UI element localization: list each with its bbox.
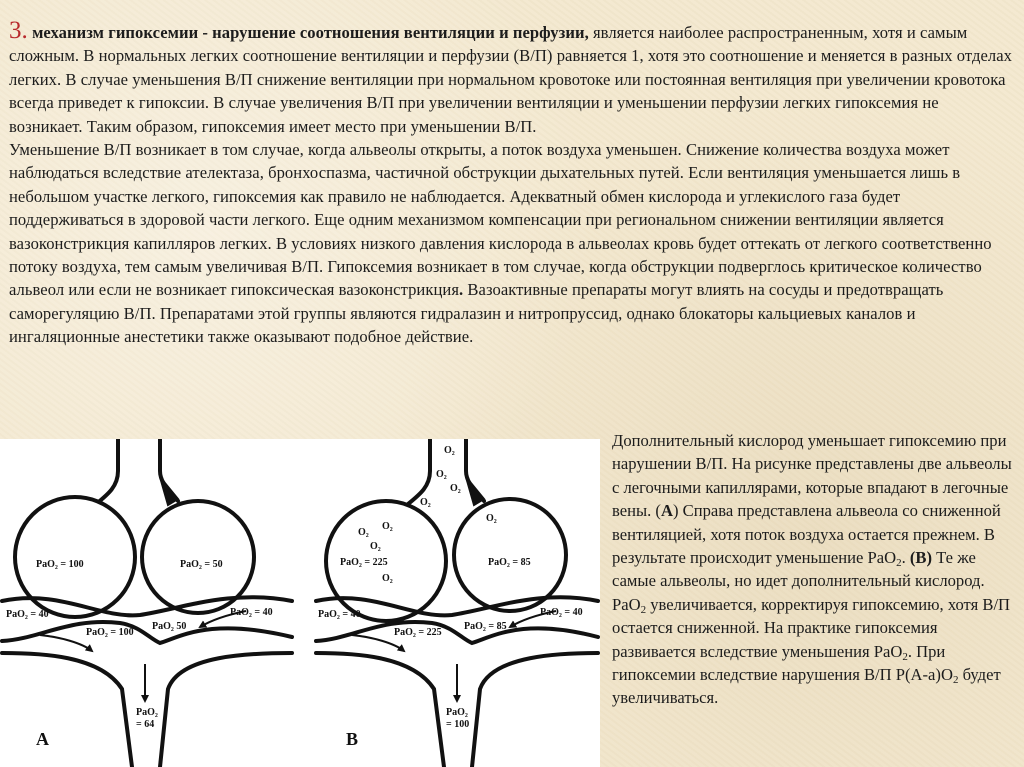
mechanism-heading: механизм гипоксемии - нарушение соотношения вентиляции и перфузии, (32, 23, 589, 42)
caption-panel-a-ref: А (660, 501, 673, 521)
b-left-alveolus-pao2: PaO₂ = 225 (340, 557, 388, 568)
item-number: 3. (9, 17, 28, 44)
panel-b-letter: B (346, 729, 359, 749)
a-inflow-right-pao2: PaO₂ = 40 (230, 607, 273, 618)
paragraph-vq-decrease (9, 138, 1013, 349)
o2-marker: O₂ (370, 541, 381, 552)
a-cap-right-pao2: PaO₂ 50 (152, 621, 187, 632)
vq-bold-dot: . (459, 280, 464, 300)
caption-part: . При гипоксемии вследствие нарушения В/П P(A-a)O (612, 641, 953, 685)
o2-marker: O₂ (358, 527, 369, 538)
o2-marker: O₂ (486, 513, 497, 524)
caption-part: Дополнительный кислород уменьшает гипоксемию при нарушении В/П. На рисунке представлены две альвеолы с легочными капиллярами, которые впадают в легочные вены. ( (612, 431, 1012, 521)
caption-part: ) Справа представлена альвеола со сниженной вентиляцией, хотя поток воздуха остается прежнем. В результате происходит уменьшение PaO (612, 501, 1001, 568)
o2-marker: O₂ (450, 483, 461, 494)
a-inflow-left-pao2: PaO₂ = 40 (6, 609, 49, 620)
o2-marker: O₂ (420, 497, 431, 508)
caption-subscript: 2 (896, 557, 902, 570)
caption-subscript: 2 (902, 650, 908, 663)
a-cap-left-pao2: PaO₂ = 100 (86, 627, 134, 638)
caption-text (612, 429, 1017, 593)
o2-marker: O₂ (382, 573, 393, 584)
caption-subscript: 2 (952, 674, 959, 687)
caption-part: увеличивается, корректируя гипоксемию, хотя В/П остается сниженной. На практике гипоксемия развивается вследствие уменьшения PaO (612, 594, 1011, 661)
caption-part: Те же самые альвеолы, но идет дополнительный кислород. (612, 548, 985, 591)
o2-marker: O₂ (436, 469, 447, 480)
paragraph-mechanism (9, 18, 1013, 138)
figure-caption (612, 429, 1017, 710)
alveoli-diagram (0, 439, 600, 767)
caption-part: . (901, 548, 910, 568)
b-outflow-pao2: PaO₂ (446, 707, 468, 718)
vq-text-part1: Уменьшение В/П возникает в том случае, когда альвеолы открыты, а поток воздуха уменьшен. Снижение количества воздуха может наблюдаться вследствие ателектаза, бронхоспазма, частичной обструкции дыхательных путей. Если вентиляция уменьшается лишь в небольшом участке легкого, гипоксемия как правило не наблюдается. Адекватный обмен кислорода и углекислого газа будет поддерживаться в здоровой части легкого. Еще одним механизмом компенсации при региональном снижении вентиляции является вазоконстрикция капилляров легких. В условиях низкого давления кислорода в альвеолах кровь будет оттекать от легкого соответственно потоку воздуха, тем самым увеличивая В/П. Гипоксемия возникает в том случае, когда обструкции подверглось критическое количество альвеол или если не возникает гипоксическая вазоконстрикция (9, 140, 992, 300)
vq-text-part2: Вазоактивные препараты могут влиять на сосуды и предотвращать саморегуляцию В/П. Препаратами этой группы являются гидралазин и нитропруссид, однако блокаторы кальциевых каналов и ингаляционные анестетики также оказывают подобное действие. (9, 280, 944, 347)
caption-panel-b-ref: (В) (909, 548, 933, 568)
caption-text-2 (612, 593, 1017, 710)
mechanism-body: является наиболее распространенным, хотя и самым сложным. В нормальных легких соотношение вентиляции и перфузии (В/П) равняется 1, хотя это соотношение и меняется в разных отделах легких. В случае уменьшения В/П снижение вентиляции при нормальном кровотоке или постоянная вентиляция при увеличении кровотока всегда приведет к гипоксии. В случае увеличения В/П при увеличении вентиляции и уменьшении перфузии легких гипоксемия не возникает. Таким образом, гипоксемия имеет место при уменьшении В/П. (9, 23, 1012, 136)
a-right-alveolus-pao2: PaO₂ = 50 (180, 559, 223, 570)
b-cap-left-pao2: PaO₂ = 225 (394, 627, 442, 638)
b-inflow-right-pao2: PaO₂ = 40 (540, 607, 583, 618)
a-outflow-value: = 64 (136, 719, 155, 730)
b-outflow-value: = 100 (446, 719, 470, 730)
o2-marker: O₂ (444, 445, 455, 456)
o2-marker: O₂ (382, 521, 393, 532)
a-outflow-pao2: PaO₂ (136, 707, 158, 718)
caption-part: будет увеличиваться. (612, 665, 1001, 708)
caption-subscript: 2 (640, 603, 647, 616)
b-cap-right-pao2: PaO₂ = 85 (464, 621, 507, 632)
b-inflow-left-pao2: PaO₂ = 40 (318, 609, 361, 620)
panel-a-letter: A (36, 729, 49, 749)
a-left-alveolus-pao2: PaO₂ = 100 (36, 559, 84, 570)
caption-part: PaO (612, 594, 641, 614)
b-right-alveolus-pao2: PaO₂ = 85 (488, 557, 531, 568)
alveoli-figure (0, 439, 600, 767)
main-text (9, 18, 1013, 349)
